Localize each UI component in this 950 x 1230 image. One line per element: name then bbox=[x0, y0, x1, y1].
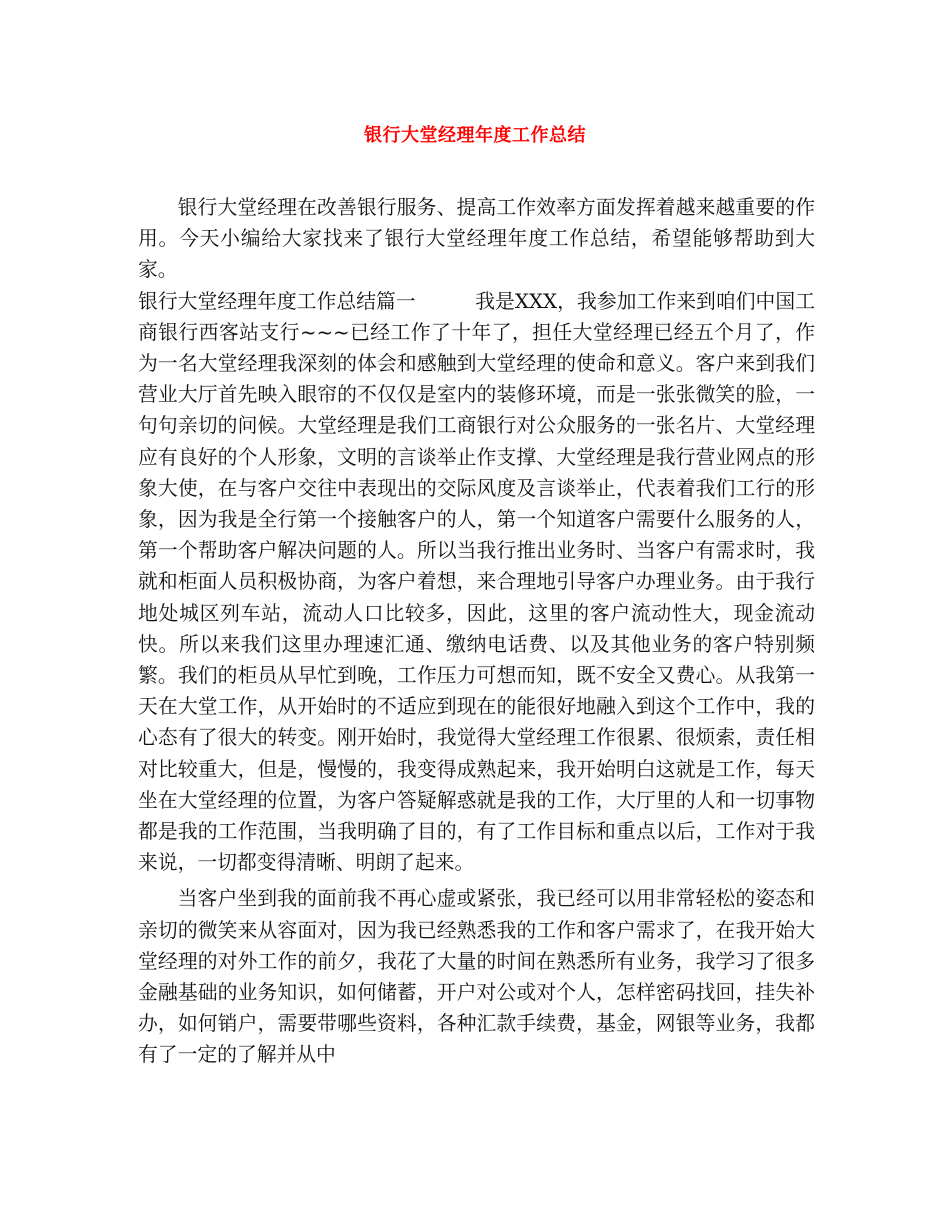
document-title: 银行大堂经理年度工作总结 bbox=[364, 125, 586, 146]
section-paragraph: 银行大堂经理年度工作总结篇一 我是XXX，我参加工作来到咱们中国工商银行西客站支行~~~已经工作了十年了，担任大堂经理已经五个月了，作为一名大堂经理我深刻的体会和感触到大堂经理的使命和意义。客户来到我们营业大厅首先映入眼帘的不仅仅是室内的装修环境，而是一张张微笑的脸，一句句亲切的问候。大堂经理是我们工商银行对公众服务的一张名片、大堂经理应有良好的个人形象，文明的言谈举止作支撑、大堂经理是我行营业网点的形象大使，在与客户交往中表现出的交际风度及言谈举止，代表着我们工行的形象，因为我是全行第一个接触客户的人，第一个知道客户需要什么服务的人，第一个帮助客户解决问题的人。所以当我行推出业务时、当客户有需求时，我就和柜面人员积极协商，为客户着想，来合理地引导客户办理业务。由于我行地处城区列车站，流动人口比较多，因此，这里的客户流动性大，现金流动快。所以来我们这里办理速汇通、缴纳电话费、以及其他业务的客户特别频繁。我们的柜员从早忙到晚，工作压力可想而知，既不安全又费心。从我第一天在大堂工作，从开始时的不适应到现在的能很好地融入到这个工作中，我的心态有了很大的转变。刚开始时，我觉得大堂经理工作很累、很烦索，责任相对比较重大，但是，慢慢的，我变得成熟起来，我开始明白这就是工作，每天坐在大堂经理的位置，为客户答疑解惑就是我的工作，大厅里的人和一切事物都是我的工作范围，当我明确了目的，有了工作目标和重点以后，工作对于我来说，一切都变得清晰、明朗了起来。 bbox=[138, 289, 815, 875]
document-body bbox=[138, 192, 815, 1071]
intro-paragraph: 银行大堂经理在改善银行服务、提高工作效率方面发挥着越来越重要的作用。今天小编给大家找来了银行大堂经理年度工作总结，希望能够帮助到大家。 bbox=[138, 196, 815, 282]
body-paragraph-2: 当客户坐到我的面前我不再心虚或紧张，我已经可以用非常轻松的姿态和亲切的微笑来从容面对，因为我已经熟悉我的工作和客户需求了，在我开始大堂经理的对外工作的前夕，我花了大量的时间在熟悉所有业务，我学习了很多金融基础的业务知识，如何储蓄，开户对公或对个人，怎样密码找回，挂失补办，如何销户，需要带哪些资料，各种汇款手续费，基金，网银等业务，我都有了一定的了解并从中 bbox=[138, 887, 815, 1067]
